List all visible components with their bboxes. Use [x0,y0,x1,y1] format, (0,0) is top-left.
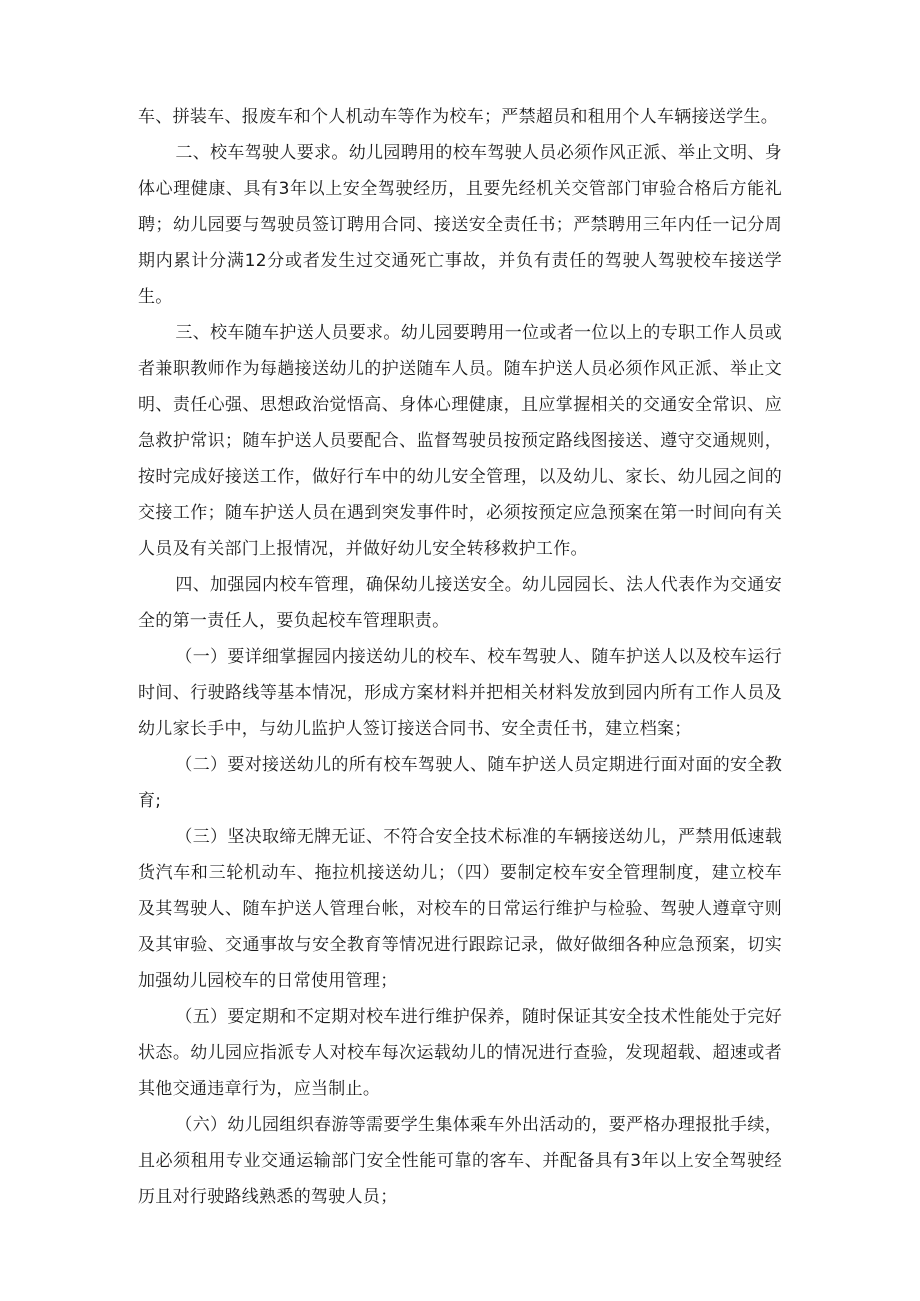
paragraph-7: （三）坚决取缔无牌无证、不符合安全技术标准的车辆接送幼儿，严禁用低速载货汽车和三轮机动车、拖拉机接送幼儿；（四）要制定校车安全管理制度，建立校车及其驾驶人、随车护送人管理台帐，对校车的日常运行维护与检验、驾驶人遵章守则及其审验、交通事故与安全教育等情况进行跟踪记录，做好做细各种应急预案，切实加强幼儿园校车的日常使用管理； [138,827,782,991]
paragraph-1: 车、拼装车、报废车和个人机动车等作为校车；严禁超员和租用个人车辆接送学生。 [138,107,779,127]
paragraph-5: （一）要详细掌握园内接送幼儿的校车、校车驾驶人、随车护送人以及校车运行时间、行驶路线等基本情况，形成方案材料并把相关材料发放到园内所有工作人员及幼儿家长手中，与幼儿监护人签订接送合同书、安全责任书，建立档案； [138,647,782,739]
paragraph-9: （六）幼儿园组织春游等需要学生集体乘车外出活动的，要严格办理报批手续，且必须租用专业交通运输部门安全性能可靠的客车、并配备具有3年以上安全驾驶经历且对行驶路线熟悉的驾驶人员； [138,1115,782,1207]
paragraph-4: 四、加强园内校车管理，确保幼儿接送安全。幼儿园园长、法人代表作为交通安全的第一责任人，要负起校车管理职责。 [138,575,782,631]
paragraph-2: 二、校车驾驶人要求。幼儿园聘用的校车驾驶人员必须作风正派、举止文明、身体心理健康、具有3年以上安全驾驶经历，且要先经机关交管部门审验合格后方能礼聘；幼儿园要与驾驶员签订聘用合同、接送安全责任书；严禁聘用三年内任一记分周期内累计分满12分或者发生过交通死亡事故，并负有责任的驾驶人驾驶校车接送学生。 [138,143,782,307]
paragraph-8: （五）要定期和不定期对校车进行维护保养，随时保证其安全技术性能处于完好状态。幼儿园应指派专人对校车每次运载幼儿的情况进行查验，发现超载、超速或者其他交通违章行为，应当制止。 [138,1007,782,1099]
paragraph-3: 三、校车随车护送人员要求。幼儿园要聘用一位或者一位以上的专职工作人员或者兼职教师作为每趟接送幼儿的护送随车人员。随车护送人员必须作风正派、举止文明、责任心强、思想政治觉悟高、身体心理健康，且应掌握相关的交通安全常识、应急救护常识；随车护送人员要配合、监督驾驶员按预定路线图接送、遵守交通规则，按时完成好接送工作，做好行车中的幼儿安全管理，以及幼儿、家长、幼儿园之间的交接工作；随车护送人员在遇到突发事件时，必须按预定应急预案在第一时间向有关人员及有关部门上报情况，并做好幼儿安全转移救护工作。 [138,323,782,559]
paragraph-6: （二）要对接送幼儿的所有校车驾驶人、随车护送人员定期进行面对面的安全教育; [138,755,782,811]
